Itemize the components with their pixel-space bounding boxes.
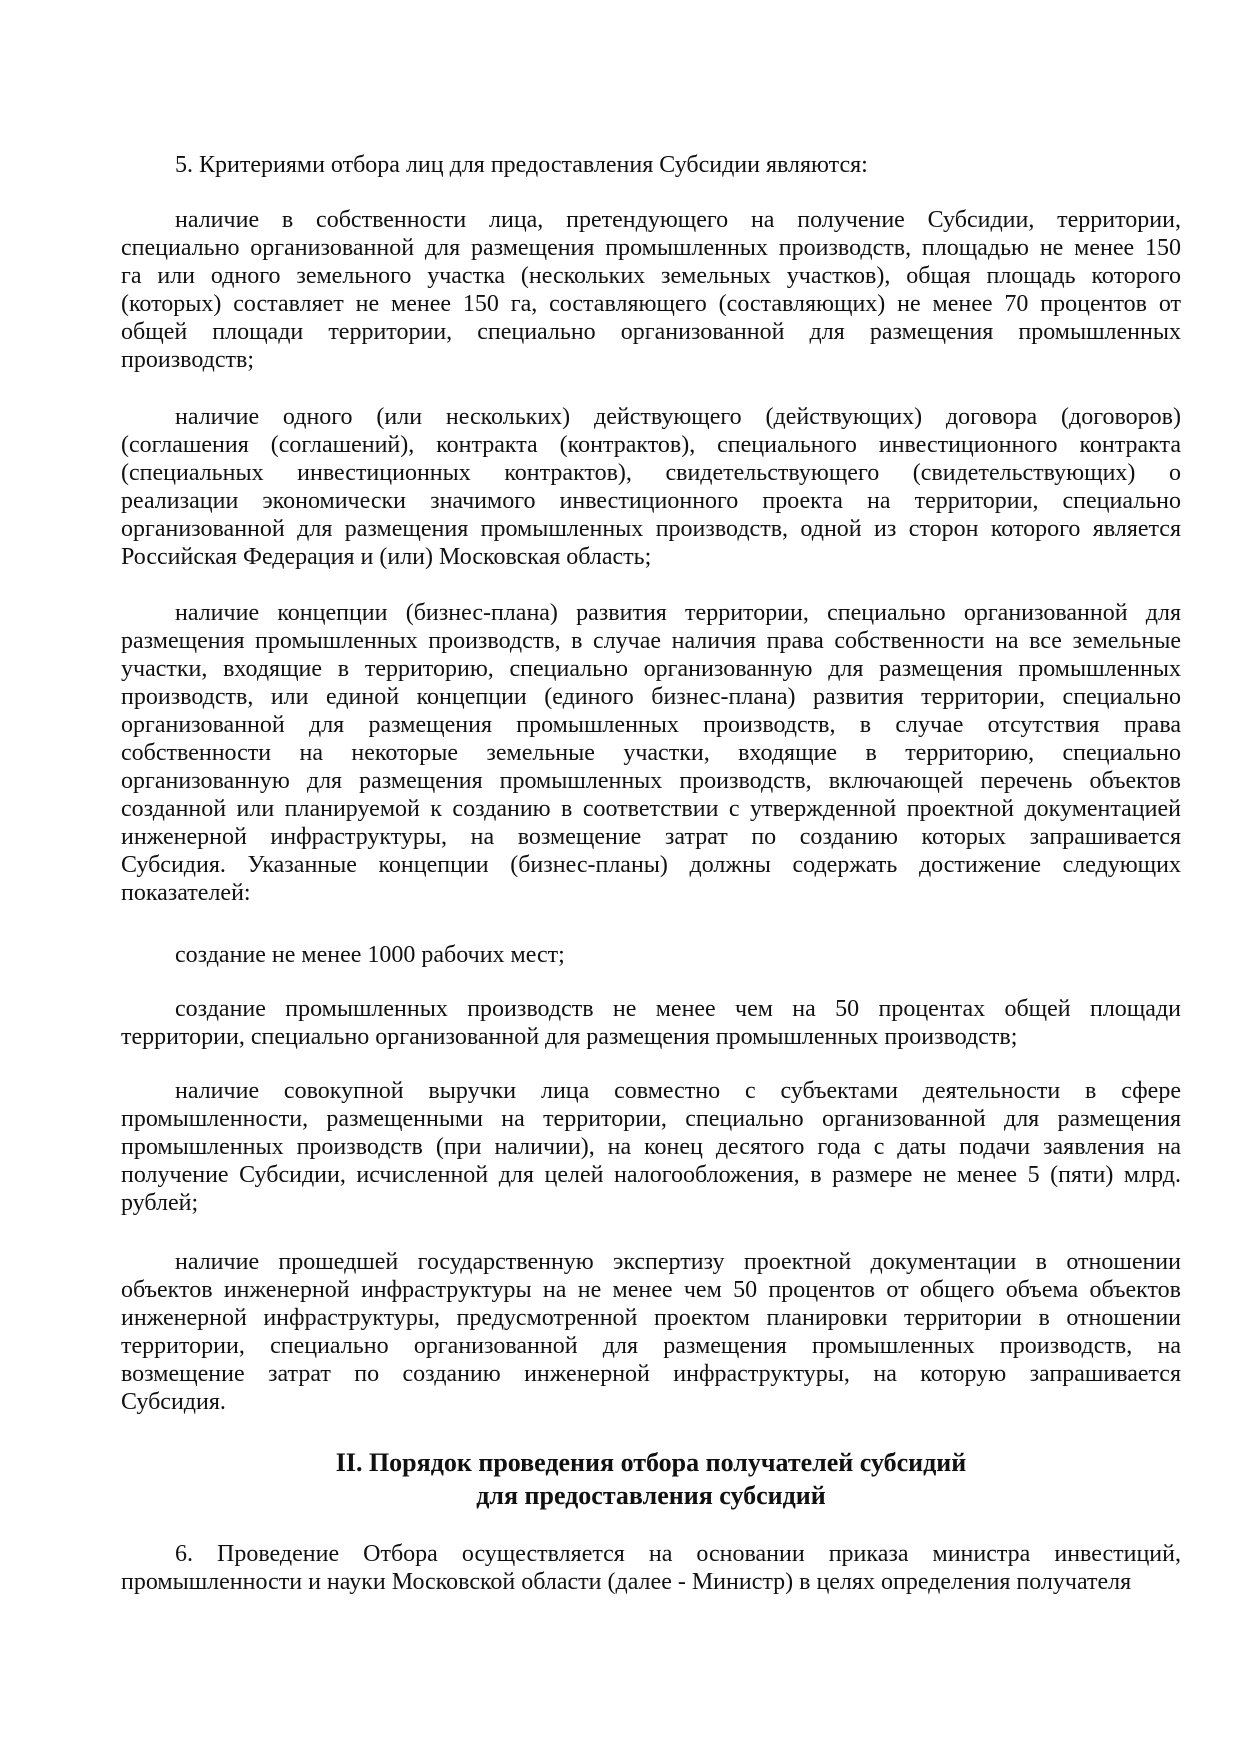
text-line: рублей; <box>121 1190 199 1216</box>
text-line: создание промышленных производств не менее чем на 50 процентах общей площади <box>175 996 1181 1022</box>
text-line: наличие одного (или нескольких) действующего (действующих) договора (договоров) <box>175 404 1181 430</box>
text-line: территории, специально организованной для размещения промышленных производств; <box>121 1024 1018 1050</box>
text-line: создание не менее 1000 рабочих мест; <box>175 942 565 968</box>
text-line: собственности на некоторые земельные участки, входящие в территорию, специально <box>121 740 1181 766</box>
text-line: (специальных инвестиционных контрактов), свидетельствующего (свидетельствующих) о <box>121 460 1181 486</box>
criterion-land-ownership <box>121 206 1181 374</box>
text-line: га или одного земельного участка (нескольких земельных участков), общая площадь которого <box>121 263 1181 289</box>
text-line: производств, или единой концепции (единого бизнес-плана) развития территории, специально <box>121 684 1181 710</box>
indicator-production-area <box>121 995 1181 1051</box>
text-line: (которых) составляет не менее 150 га, составляющего (составляющих) не менее 70 процентов от <box>121 291 1181 317</box>
text-line: организованной для размещения промышленных производств, в случае отсутствия права <box>121 712 1181 738</box>
paragraph-5-intro <box>121 151 1181 179</box>
text-line: созданной или планируемой к созданию в соответствии с утвержденной проектной документацией <box>121 796 1181 822</box>
text-line: инженерной инфраструктуры, на возмещение затрат по созданию которых запрашивается <box>121 824 1181 850</box>
text-line: Российская Федерация и (или) Московская область; <box>121 544 652 570</box>
section-heading-line2: для предоставления субсидий <box>476 1481 826 1510</box>
text-line: инженерной инфраструктуры, предусмотренной проектом планировки территории в отношении <box>121 1305 1181 1331</box>
text-line: наличие в собственности лица, претендующего на получение Субсидии, территории, <box>175 207 1181 233</box>
text-line: размещения промышленных производств, в случае наличия права собственности на все земельные <box>121 628 1181 654</box>
section-heading-line1: II. Порядок проведения отбора получателей субсидий <box>335 1448 967 1477</box>
indicator-jobs <box>121 941 1181 969</box>
text-line: наличие концепции (бизнес-плана) развития территории, специально организованной для <box>175 600 1181 626</box>
text-line: Субсидия. Указанные концепции (бизнес-планы) должны содержать достижение следующих <box>121 852 1181 878</box>
text-line: (соглашения (соглашений), контракта (контрактов), специального инвестиционного контракта <box>121 432 1181 458</box>
criterion-contracts <box>121 403 1181 571</box>
text-line: участки, входящие в территорию, специально организованную для размещения промышленных <box>121 656 1181 682</box>
text-line: наличие совокупной выручки лица совместно с субъектами деятельности в сфере <box>175 1078 1181 1104</box>
text-line: реализации экономически значимого инвестиционного проекта на территории, специально <box>121 488 1181 514</box>
text-line: промышленных производств (при наличии), на конец десятого года с даты подачи заявления на <box>121 1134 1181 1160</box>
indicator-revenue <box>121 1077 1181 1217</box>
text-line: промышленности и науки Московской области (далее - Министр) в целях определения получателя <box>121 1569 1132 1595</box>
text-line: организованную для размещения промышленных производств, включающей перечень объектов <box>121 768 1181 794</box>
text-line: получение Субсидии, исчисленной для целей налогообложения, в размере не менее 5 (пяти) млрд. <box>121 1162 1181 1188</box>
paragraph-6 <box>121 1540 1181 1596</box>
text-line: общей площади территории, специально организованной для размещения промышленных <box>121 319 1181 345</box>
text-line: производств; <box>121 347 254 373</box>
text-line: организованной для размещения промышленных производств, одной из сторон которого является <box>121 516 1181 542</box>
criterion-concept <box>121 599 1181 907</box>
text-line: возмещение затрат по созданию инженерной инфраструктуры, на которую запрашивается <box>121 1361 1181 1387</box>
text-line: промышленности, размещенными на территории, специально организованной для размещения <box>121 1106 1181 1132</box>
section-heading <box>121 1446 1181 1512</box>
text-line: специально организованной для размещения промышленных производств, площадью не менее 150 <box>121 235 1181 261</box>
criterion-expertise <box>121 1248 1181 1416</box>
text-line: Субсидия. <box>121 1389 226 1415</box>
text-line: территории, специально организованной для размещения промышленных производств, на <box>121 1333 1181 1359</box>
text-line: показателей: <box>121 880 251 906</box>
text-line: 6. Проведение Отбора осуществляется на основании приказа министра инвестиций, <box>175 1541 1181 1567</box>
text-line: наличие прошедшей государственную экспертизу проектной документации в отношении <box>175 1249 1181 1275</box>
text-line: 5. Критериями отбора лиц для предоставления Субсидии являются: <box>175 152 868 178</box>
text-line: объектов инженерной инфраструктуры на не менее чем 50 процентов от общего объема объектов <box>121 1277 1181 1303</box>
